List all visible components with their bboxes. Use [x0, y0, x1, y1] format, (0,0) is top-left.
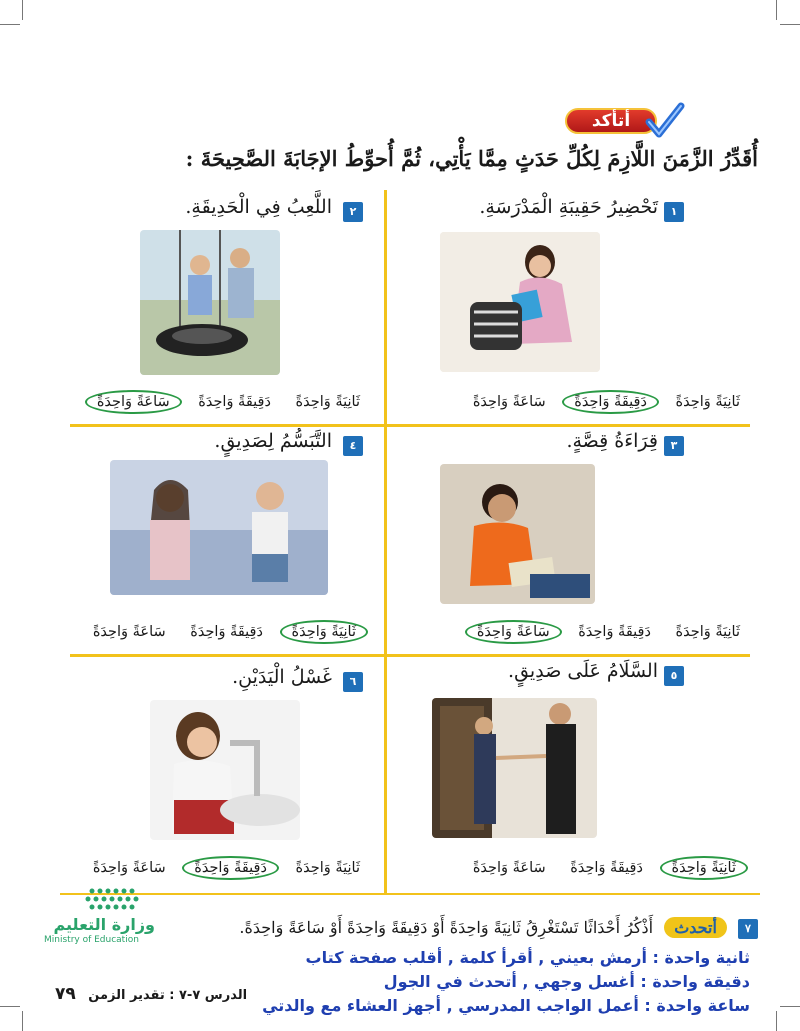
item-options	[81, 620, 368, 644]
item-number-badge: ٤	[343, 436, 363, 456]
item-task-text: السَّلَامُ عَلَى صَدِيقٍ.	[508, 660, 658, 682]
checkmark-icon	[645, 102, 685, 142]
crop-mark	[776, 1011, 777, 1031]
option-second[interactable]: ثَانِيَةً وَاحِدَةً	[675, 624, 740, 640]
item-task-text: غَسْلُ الْيَدَيْنِ.	[232, 666, 332, 688]
item-number-badge: ٢	[343, 202, 363, 222]
item-photo	[150, 700, 300, 840]
speak-text: أَذْكُرُ أَحْدَاثًا تَسْتَغْرِقُ ثَانِيَةً وَاحِدَةً أَوْ دَقِيقَةً وَاحِدَةً أَوْ سَاعَةً وَاحِدَةً.	[239, 918, 654, 937]
option-minute[interactable]: دَقِيقَةً وَاحِدَةً	[182, 856, 279, 880]
option-second[interactable]: ثَانِيَةً وَاحِدَةً	[295, 394, 360, 410]
crop-mark	[22, 0, 23, 20]
option-minute[interactable]: دَقِيقَةً وَاحِدَةً	[578, 624, 651, 640]
item-number-badge: ٣	[664, 436, 684, 456]
grid-divider-horizontal	[70, 654, 750, 657]
item-number-badge: ٥	[664, 666, 684, 686]
grid-divider-vertical	[384, 190, 387, 895]
crop-mark	[776, 0, 777, 20]
option-second[interactable]: ثَانِيَةً وَاحِدَةً	[295, 860, 360, 876]
girl-packing-bag-image	[440, 232, 600, 372]
item-task-text: التَّبَسُّمُ لِصَدِيقٍ.	[214, 430, 332, 452]
option-minute[interactable]: دَقِيقَةً وَاحِدَةً	[570, 860, 643, 876]
option-minute[interactable]: دَقِيقَةً وَاحِدَةً	[562, 390, 659, 414]
section-badge	[565, 102, 683, 140]
item-photo	[110, 460, 328, 595]
crop-mark	[780, 24, 800, 25]
item-options	[461, 856, 748, 880]
option-hour[interactable]: سَاعَةً وَاحِدَةً	[465, 620, 562, 644]
ministry-logo	[40, 885, 160, 945]
grid-divider-horizontal	[70, 424, 750, 427]
crop-mark	[0, 1006, 20, 1007]
item-options	[461, 390, 748, 414]
item-options	[461, 620, 748, 644]
footer-lesson: الدرس ٧-٧ : تقدير الزمن	[88, 988, 248, 1003]
logo-dots-icon	[40, 885, 160, 915]
page-footer	[55, 984, 247, 1004]
footer-page-number: ٧٩	[55, 984, 76, 1004]
badge-label: أتأكد	[565, 108, 657, 134]
option-second[interactable]: ثَانِيَةً وَاحِدَةً	[660, 856, 748, 880]
item-options	[81, 856, 368, 880]
logo-arabic: وزارة التعليم	[53, 915, 155, 934]
boys-greeting-image	[432, 698, 597, 838]
item-photo	[440, 464, 595, 604]
option-second[interactable]: ثَانِيَةً وَاحِدَةً	[280, 620, 368, 644]
crop-mark	[780, 1006, 800, 1007]
option-hour[interactable]: سَاعَةً وَاحِدَةً	[92, 860, 166, 876]
crop-mark	[22, 1011, 23, 1031]
girl-washing-hands-image	[150, 700, 300, 840]
option-minute[interactable]: دَقِيقَةً وَاحِدَةً	[190, 624, 263, 640]
option-hour[interactable]: سَاعَةً وَاحِدَةً	[85, 390, 182, 414]
item-photo	[440, 232, 600, 372]
item-options	[81, 390, 368, 414]
option-hour[interactable]: سَاعَةً وَاحِدَةً	[472, 860, 546, 876]
item-task-text: قِرَاءَةُ قِصَّةٍ.	[566, 430, 658, 452]
item-photo	[432, 698, 597, 838]
item-task-text: تَحْضِيرُ حَقِيبَةِ الْمَدْرَسَةِ.	[479, 196, 658, 218]
option-minute[interactable]: دَقِيقَةً وَاحِدَةً	[198, 394, 271, 410]
option-hour[interactable]: سَاعَةً وَاحِدَةً	[472, 394, 546, 410]
instruction-text: أُقَدِّرُ الزَّمَنَ اللَّازِمَ لِكُلِّ حَدَثٍ مِمَّا يَأْتِي، ثُمَّ أُحوِّطُ الإجَابَةَ الصَّحِيحَةَ :	[185, 146, 758, 171]
item-task-text: اللَّعِبُ فِي الْحَدِيقَةِ.	[185, 196, 332, 218]
crop-mark	[0, 24, 20, 25]
boy-reading-story-image	[440, 464, 595, 604]
children-smiling-image	[110, 460, 328, 595]
handwritten-answer-line: دقيقة واحدة : أغسل وجهي , أتحدث في الجول	[383, 972, 750, 991]
option-second[interactable]: ثَانِيَةً وَاحِدَةً	[675, 394, 740, 410]
speak-question	[239, 917, 758, 939]
item-number-badge: ٧	[738, 919, 758, 939]
logo-english: Ministry of Education	[44, 935, 139, 945]
handwritten-answer-line: ثانية واحدة : أرمش بعيني , أقرأ كلمة , أقلب صفحة كتاب	[305, 948, 750, 967]
item-number-badge: ١	[664, 202, 684, 222]
option-hour[interactable]: سَاعَةً وَاحِدَةً	[92, 624, 166, 640]
grid-divider-horizontal	[60, 893, 760, 895]
item-number-badge: ٦	[343, 672, 363, 692]
handwritten-answer-line: ساعة واحدة : أعمل الواجب المدرسي , أجهز العشاء مع والدتي	[262, 996, 750, 1015]
item-photo	[140, 230, 280, 375]
speak-badge: أتحدث	[664, 917, 727, 938]
boys-playing-swing-image	[140, 230, 280, 375]
